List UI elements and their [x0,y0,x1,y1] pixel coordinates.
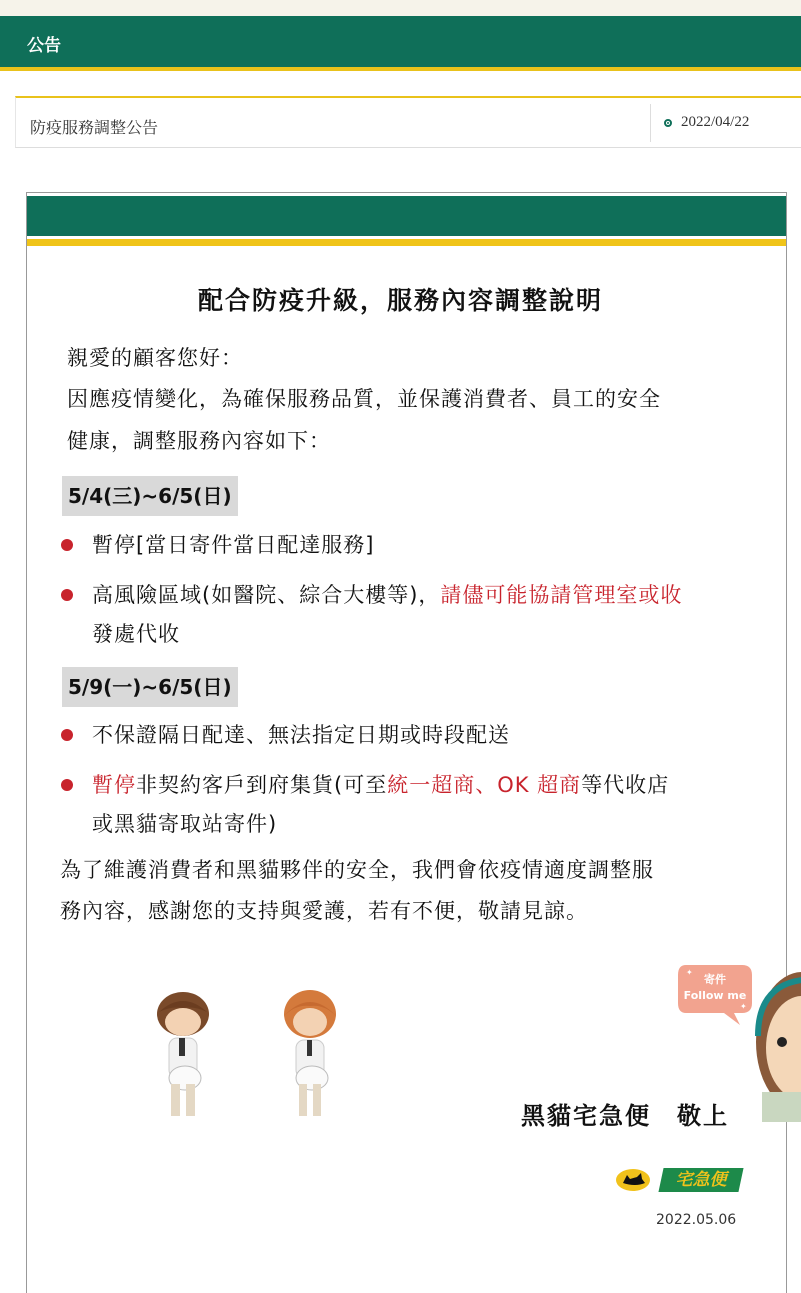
notice-title[interactable]: 防疫服務調整公告 [30,118,159,137]
closing-line-2: 務內容，感謝您的支持與愛護，若有不便，敬請見諒。 [60,899,588,923]
intro-line-1: 因應疫情變化，為確保服務品質，並保護消費者、員工的安全 [67,387,661,411]
header-title[interactable]: 公告 [27,36,61,56]
bullet-icon [61,729,73,741]
notice-date: 2022/04/22 [681,114,750,130]
top-status-strip [0,0,801,16]
period-2-item-1: 不保證隔日配達、無法指定日期或時段配送 [92,723,510,747]
period-2-item-2 [92,766,669,804]
svg-text:✦: ✦ [686,968,693,977]
assistant-mascot-avatar[interactable] [752,966,801,1122]
follow-me-line-2: Follow me [683,989,747,1002]
date-bullet-icon [664,119,672,127]
card-header-band [27,196,786,236]
article-heading: 配合防疫升級，服務內容調整說明 [197,286,603,315]
period-1-item-1: 暫停[當日寄件當日配達服務] [92,533,375,557]
signature: 黑貓宅急便 敬上 [521,1102,729,1130]
logo-text: 宅急便 [675,1170,727,1190]
intro-line-2: 健康，調整服務內容如下： [67,429,331,453]
greeting: 親愛的顧客您好： [67,346,243,370]
period-1-item-2 [92,576,682,614]
notice-divider [650,104,651,142]
period-1-item-2-red: 請儘可能協請管理室或收 [440,583,683,607]
follow-me-line-1: 寄件 [704,973,726,986]
black-cat-logo-icon [615,1167,659,1193]
period-1-label: 5/4(三)~6/5(日) [62,476,238,516]
header-bar [0,16,801,71]
period-1-item-2-line-2: 發處代收 [92,622,180,646]
period-2-item-2-line-2: 或黑貓寄取站寄件) [92,812,278,836]
bowing-staff-male-illustration [143,986,223,1126]
takkyubin-logo [615,1167,743,1193]
period-2-item-2-plain-a: 非契約客戶到府集貨(可至 [136,773,388,797]
bullet-icon [61,589,73,601]
closing-line-1: 為了維護消費者和黑貓夥伴的安全，我們會依疫情適度調整服 [60,858,654,882]
article-date: 2022.05.06 [656,1212,737,1228]
period-1-item-2-plain: 高風險區域(如醫院、綜合大樓等)， [92,583,441,607]
follow-me-bubble[interactable] [676,963,754,1027]
period-2-item-2-red-b: 統一超商、OK 超商 [387,773,582,797]
bullet-icon [61,779,73,791]
card-header-stripe [27,239,786,246]
bowing-staff-female-illustration [270,986,350,1126]
svg-text:✦: ✦ [740,1002,747,1011]
notice-row[interactable] [15,96,801,148]
period-2-item-2-plain-b: 等代收店 [581,773,670,797]
period-2-label: 5/9(一)~6/5(日) [62,667,238,707]
bullet-icon [61,539,73,551]
period-2-item-2-red-a: 暫停 [92,773,136,797]
